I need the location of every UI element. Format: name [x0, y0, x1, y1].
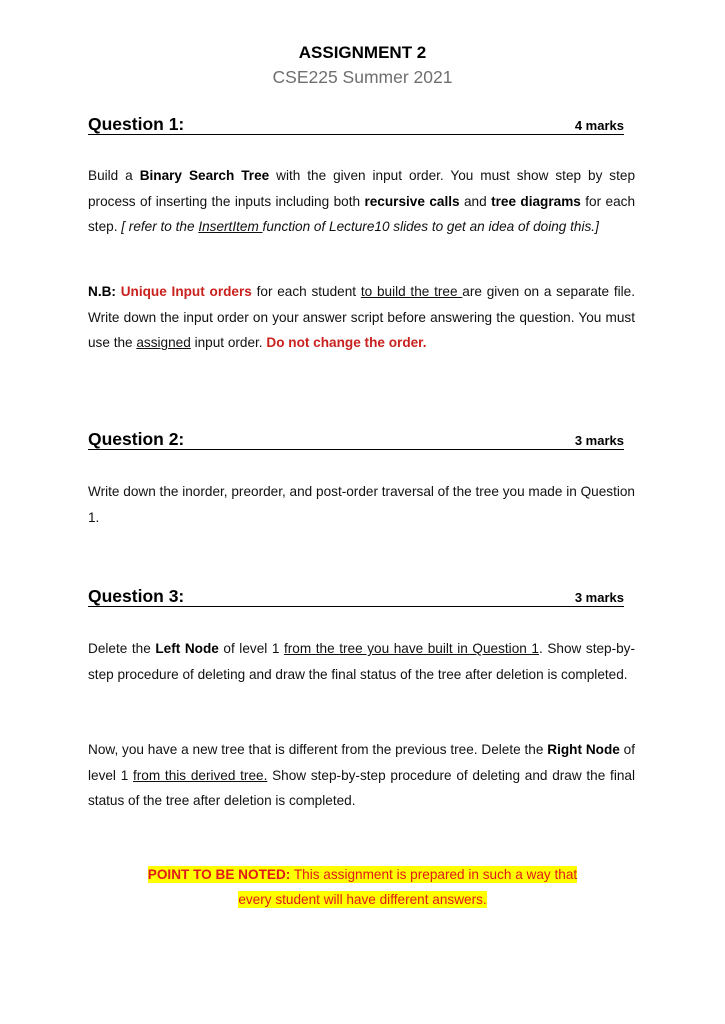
text-segment: of level 1 — [88, 742, 635, 783]
question-1-title: Question 1: — [88, 114, 185, 134]
note-text: This assignment is prepared in such a way that — [290, 867, 578, 882]
text-segment: for each step. — [88, 193, 636, 235]
underlined-text: from the tree you have built in Question 1 — [283, 641, 539, 656]
question-1-marks: 4 marks — [574, 118, 624, 133]
question-3-title: Question 3: — [88, 586, 185, 606]
text-segment: for each student — [251, 284, 361, 299]
red-emphasis: Unique Input orders — [120, 284, 252, 299]
text-segment: Build a — [88, 168, 140, 183]
bold-term: tree diagrams — [491, 193, 581, 209]
question-2-marks: 3 marks — [574, 433, 624, 448]
note-label: POINT TO BE NOTED: — [147, 867, 291, 882]
underlined-text: from this derived tree. — [133, 767, 268, 783]
underlined-text: assigned — [136, 335, 191, 351]
underlined-text: to build the tree — [360, 284, 463, 299]
italic-text: function of Lecture10 slides to get an idea of doing this.] — [262, 219, 599, 235]
text-segment: Now, you have a new tree that is different from the previous tree. Delete the — [88, 742, 548, 757]
text-segment: . Show step-by-step procedure of deleting and draw the final status of the tree after deletion is completed. — [88, 641, 636, 682]
bold-term: Right Node — [547, 742, 620, 757]
question-3-part-1 — [88, 636, 635, 687]
text-segment: Delete the — [88, 641, 156, 656]
bold-term: Binary Search Tree — [139, 168, 270, 183]
page-title: ASSIGNMENT 2 — [298, 43, 427, 62]
question-3-header — [88, 583, 624, 607]
function-reference: InsertItem — [198, 219, 263, 235]
question-2-title: Question 2: — [88, 429, 185, 449]
bold-term: recursive calls — [364, 193, 460, 209]
bold-term: Left Node — [155, 641, 219, 656]
question-3-part-2 — [88, 737, 635, 814]
question-2-instructions: Write down the inorder, preorder, and post-order traversal of the tree you made in Question 1. — [88, 484, 635, 525]
text-segment: and — [459, 193, 492, 209]
question-1-instructions — [88, 163, 635, 240]
text-segment: of level 1 — [218, 641, 284, 656]
italic-text: [ refer to the — [121, 219, 199, 235]
highlighted-note-line-2: every student will have different answers. — [238, 892, 487, 907]
text-segment: with the given input order. You must show step by step process of inserting the inputs including both — [88, 168, 636, 209]
question-1-note — [88, 279, 635, 356]
red-emphasis: Do not change the order. — [266, 335, 427, 351]
text-segment: input order. — [190, 335, 267, 351]
question-1-header — [88, 111, 624, 135]
text-segment: are given on a separate file. Write down the input order on your answer script before answering the question. You must use the — [88, 284, 636, 351]
question-3-marks: 3 marks — [574, 590, 624, 605]
point-to-be-noted — [0, 862, 725, 912]
page-subtitle: CSE225 Summer 2021 — [272, 67, 453, 87]
highlighted-note-line-1 — [148, 866, 577, 883]
nb-label: N.B: — [88, 284, 121, 299]
question-2-header — [88, 426, 624, 450]
text-segment: Show step-by-step procedure of deleting and draw the final status of the tree after deletion is completed. — [88, 767, 635, 809]
